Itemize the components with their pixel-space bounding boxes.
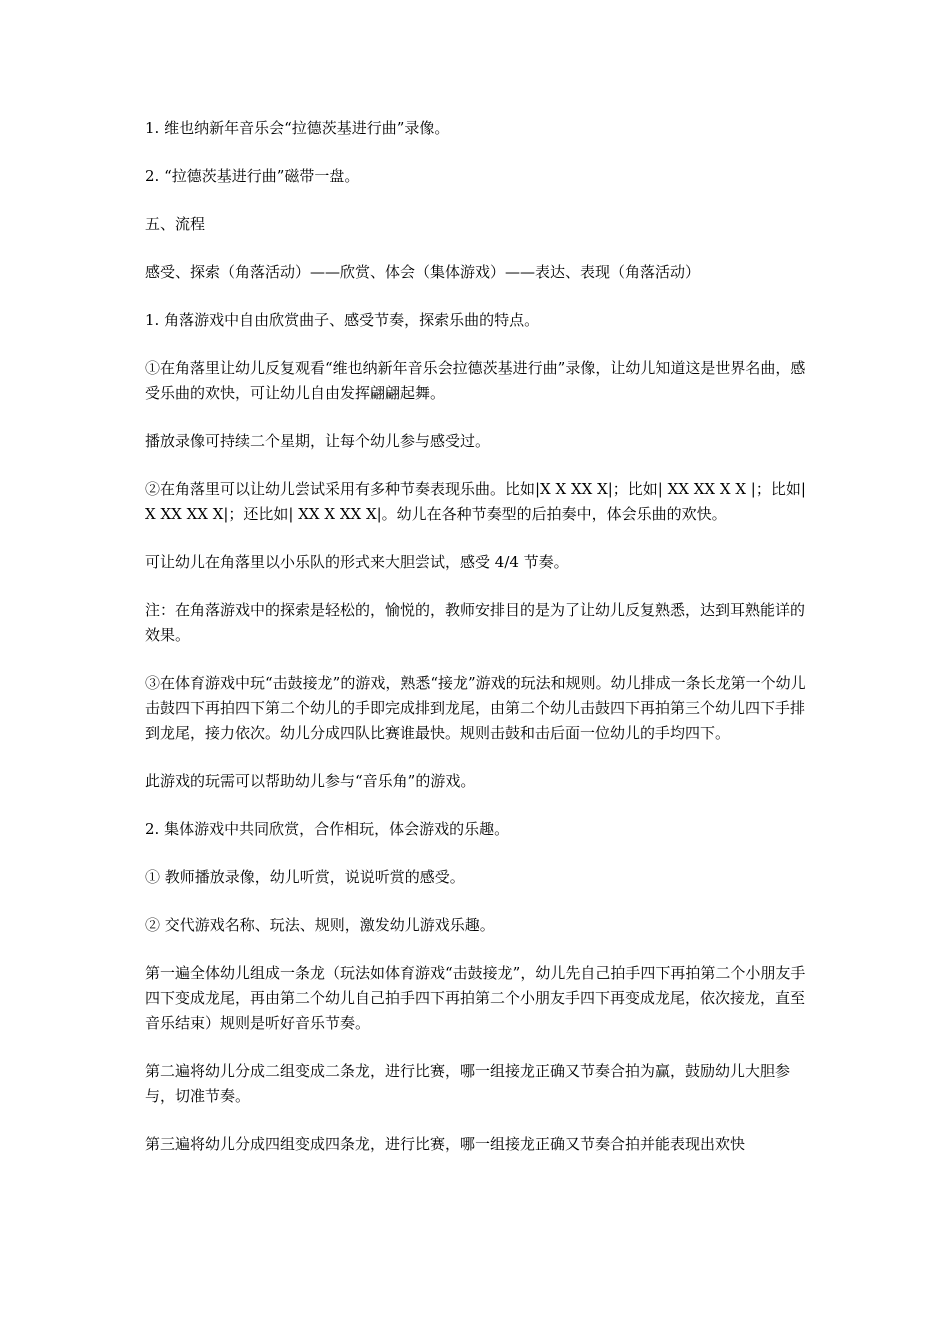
section-heading-process: 五、流程 <box>145 215 206 233</box>
round-2-description: 第二遍将幼儿分成二组变成二条龙，进行比赛，哪一组接龙正确又节奏合拍为赢，鼓励幼儿大胆参与，切准节奏。 <box>145 1062 791 1105</box>
step-1-note-duration: 播放录像可持续二个星期，让每个幼儿参与感受过。 <box>145 432 491 450</box>
step-1-item-2: ②在角落里可以让幼儿尝试采用有多种节奏表现乐曲。比如|X X XX X|；比如| XX XX X X |；比如| X XX XX X|；还比如| XX X XX X|。幼儿在各种节奏型的后拍奏中，体会乐曲的欢快。 <box>145 480 806 523</box>
step-1-game-note: 此游戏的玩需可以帮助幼儿参与“音乐角”的游戏。 <box>145 772 476 790</box>
step-1-item-3: ③在体育游戏中玩“击鼓接龙”的游戏，熟悉“接龙”游戏的玩法和规则。幼儿排成一条长龙第一个幼儿击鼓四下再拍四下第二个幼儿的手即完成排到龙尾，由第二个幼儿击鼓四下再拍第三个幼儿四下手排到龙尾，接力依次。幼儿分成四队比赛谁最快。规则击鼓和击后面一位幼儿的手均四下。 <box>145 674 806 742</box>
step-1-annotation: 注：在角落游戏中的探索是轻松的，愉悦的，教师安排目的是为了让幼儿反复熟悉，达到耳熟能详的效果。 <box>145 601 806 644</box>
step-1-item-1: ①在角落里让幼儿反复观看“维也纳新年音乐会拉德茨基进行曲”录像，让幼儿知道这是世界名曲，感受乐曲的欢快，可让幼儿自由发挥翩翩起舞。 <box>145 359 806 402</box>
step-1-heading: 1. 角落游戏中自由欣赏曲子、感受节奏，探索乐曲的特点。 <box>145 311 540 329</box>
round-3-description: 第三遍将幼儿分成四组变成四条龙，进行比赛，哪一组接龙正确又节奏合拍并能表现出欢快 <box>145 1135 746 1153</box>
process-overview: 感受、探索（角落活动）——欣赏、体会（集体游戏）——表达、表现（角落活动） <box>145 263 701 281</box>
step-2-item-1: ① 教师播放录像，幼儿听赏，说说听赏的感受。 <box>145 868 465 886</box>
material-item-1: 1. 维也纳新年音乐会“拉德茨基进行曲”录像。 <box>145 119 450 137</box>
material-item-2: 2. “拉德茨基进行曲”磁带一盘。 <box>145 167 360 185</box>
step-2-item-2: ② 交代游戏名称、玩法、规则，激发幼儿游戏乐趣。 <box>145 916 495 934</box>
step-1-band-note: 可让幼儿在角落里以小乐队的形式来大胆尝试，感受 4/4 节奏。 <box>145 553 569 571</box>
document-body <box>145 116 813 1180</box>
step-2-heading: 2. 集体游戏中共同欣赏，合作相玩，体会游戏的乐趣。 <box>145 820 510 838</box>
round-1-description: 第一遍全体幼儿组成一条龙（玩法如体育游戏“击鼓接龙”，幼儿先自己拍手四下再拍第二个小朋友手四下变成龙尾，再由第二个幼儿自己拍手四下再拍第二个小朋友手四下再变成龙尾，依次接龙，直至音乐结束）规则是听好音乐节奏。 <box>145 964 806 1032</box>
